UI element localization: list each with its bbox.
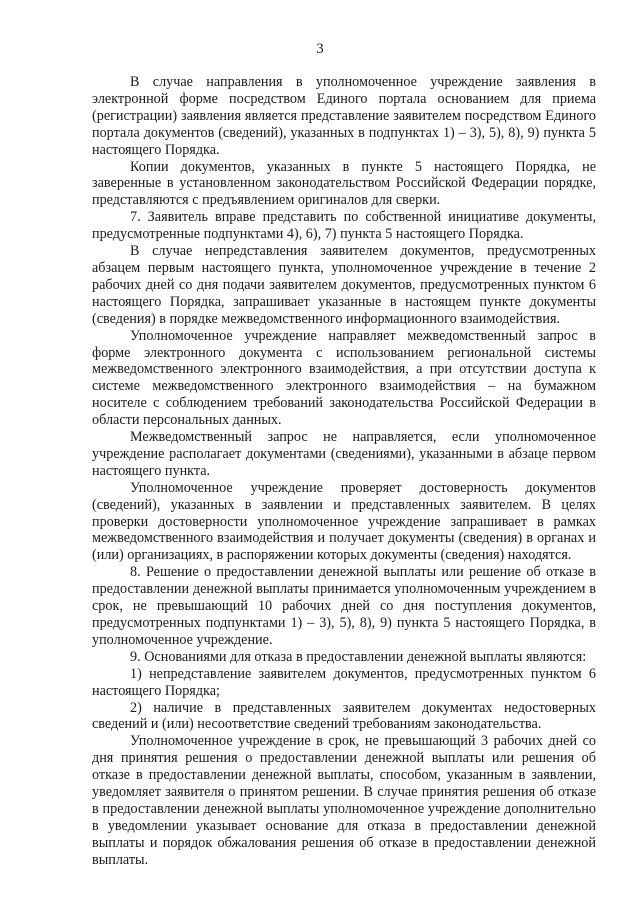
- page-number: 3: [316, 41, 324, 57]
- paragraph-clause-7: 7. Заявитель вправе представить по собственной инициативе документы, предусмотренные подпунктами 4), 6), 7) пункта 5 настоящего Порядка.: [92, 209, 596, 243]
- paragraph-refusal-ground-1: 1) непредставление заявителем документов, предусмотренных пунктом 6 настоящего Порядка;: [92, 665, 596, 699]
- paragraph-refusal-ground-2: 2) наличие в представленных заявителем документах недостоверных сведений и (или) несоответствие сведений требованиям законодательства.: [92, 699, 596, 733]
- paragraph-clause-8: 8. Решение о предоставлении денежной выплаты или решение об отказе в предоставлении денежной выплаты принимается уполномоченным учреждением в срок, не превышающий 10 рабочих дней со дня поступления документов, предусмотренных подпунктами 1) – 3), 5), 8), 9) пункта 5 настоящего Порядка, в уполномоченное учреждение.: [92, 564, 596, 648]
- paragraph-electronic-submission: В случае направления в уполномоченное учреждение заявления в электронной форме посредством Единого портала основанием для приема (регистрации) заявления является представление заявителем посредством Единого портала документов (сведений), указанных в подпунктах 1) – 3), 5), 8), 9) пункта 5 настоящего Порядка.: [92, 74, 596, 158]
- paragraph-request-not-sent: Межведомственный запрос не направляется, если уполномоченное учреждение располагает документами (сведениями), указанными в абзаце первом настоящего пункта.: [92, 429, 596, 479]
- paragraph-verification: Уполномоченное учреждение проверяет достоверность документов (сведений), указанных в заявлении и представленных заявителем. В целях проверки достоверности уполномоченное учреждение запрашивает в рамках межведомственного взаимодействия и получает документы (сведения) в органах и (или) организациях, в распоряжении которых документы (сведения) находятся.: [92, 479, 596, 564]
- paragraph-clause-9: 9. Основаниями для отказа в предоставлении денежной выплаты являются:: [130, 648, 587, 665]
- paragraph-notification: Уполномоченное учреждение в срок, не превышающий 3 рабочих дней со дня принятия решения о предоставлении денежной выплаты или решения об отказе в предоставлении денежной выплаты, способом, указанным в заявлении, уведомляет заявителя о принятом решении. В случае принятия решения об отказе в предоставлении денежной выплаты уполномоченное учреждение дополнительно в уведомлении указывает основание для отказа в предоставлении денежной выплаты и порядок обжалования решения об отказе в предоставлении денежной выплаты.: [92, 733, 596, 868]
- paragraph-document-copies: Копии документов, указанных в пункте 5 настоящего Порядка, не заверенные в установленном законодательством Российской Федерации порядке, представляются с предъявлением оригиналов для сверки.: [92, 158, 596, 209]
- paragraph-interagency-request: В случае непредставления заявителем документов, предусмотренных абзацем первым настоящего пункта, уполномоченное учреждение в течение 2 рабочих дней со дня подачи заявителем документов, предусмотренных пунктом 6 настоящего Порядка, запрашивает указанные в настоящем пункте документы (сведения) в порядке межведомственного информационного взаимодействия.: [92, 243, 596, 327]
- document-body: [92, 74, 596, 869]
- paragraph-request-form: Уполномоченное учреждение направляет межведомственный запрос в форме электронного документа с использованием региональной системы межведомственного электронного взаимодействия, а при отсутствии доступа к системе межведомственного электронного взаимодействия – на бумажном носителе с соблюдением требований законодательства Российской Федерации в области персональных данных.: [92, 327, 596, 429]
